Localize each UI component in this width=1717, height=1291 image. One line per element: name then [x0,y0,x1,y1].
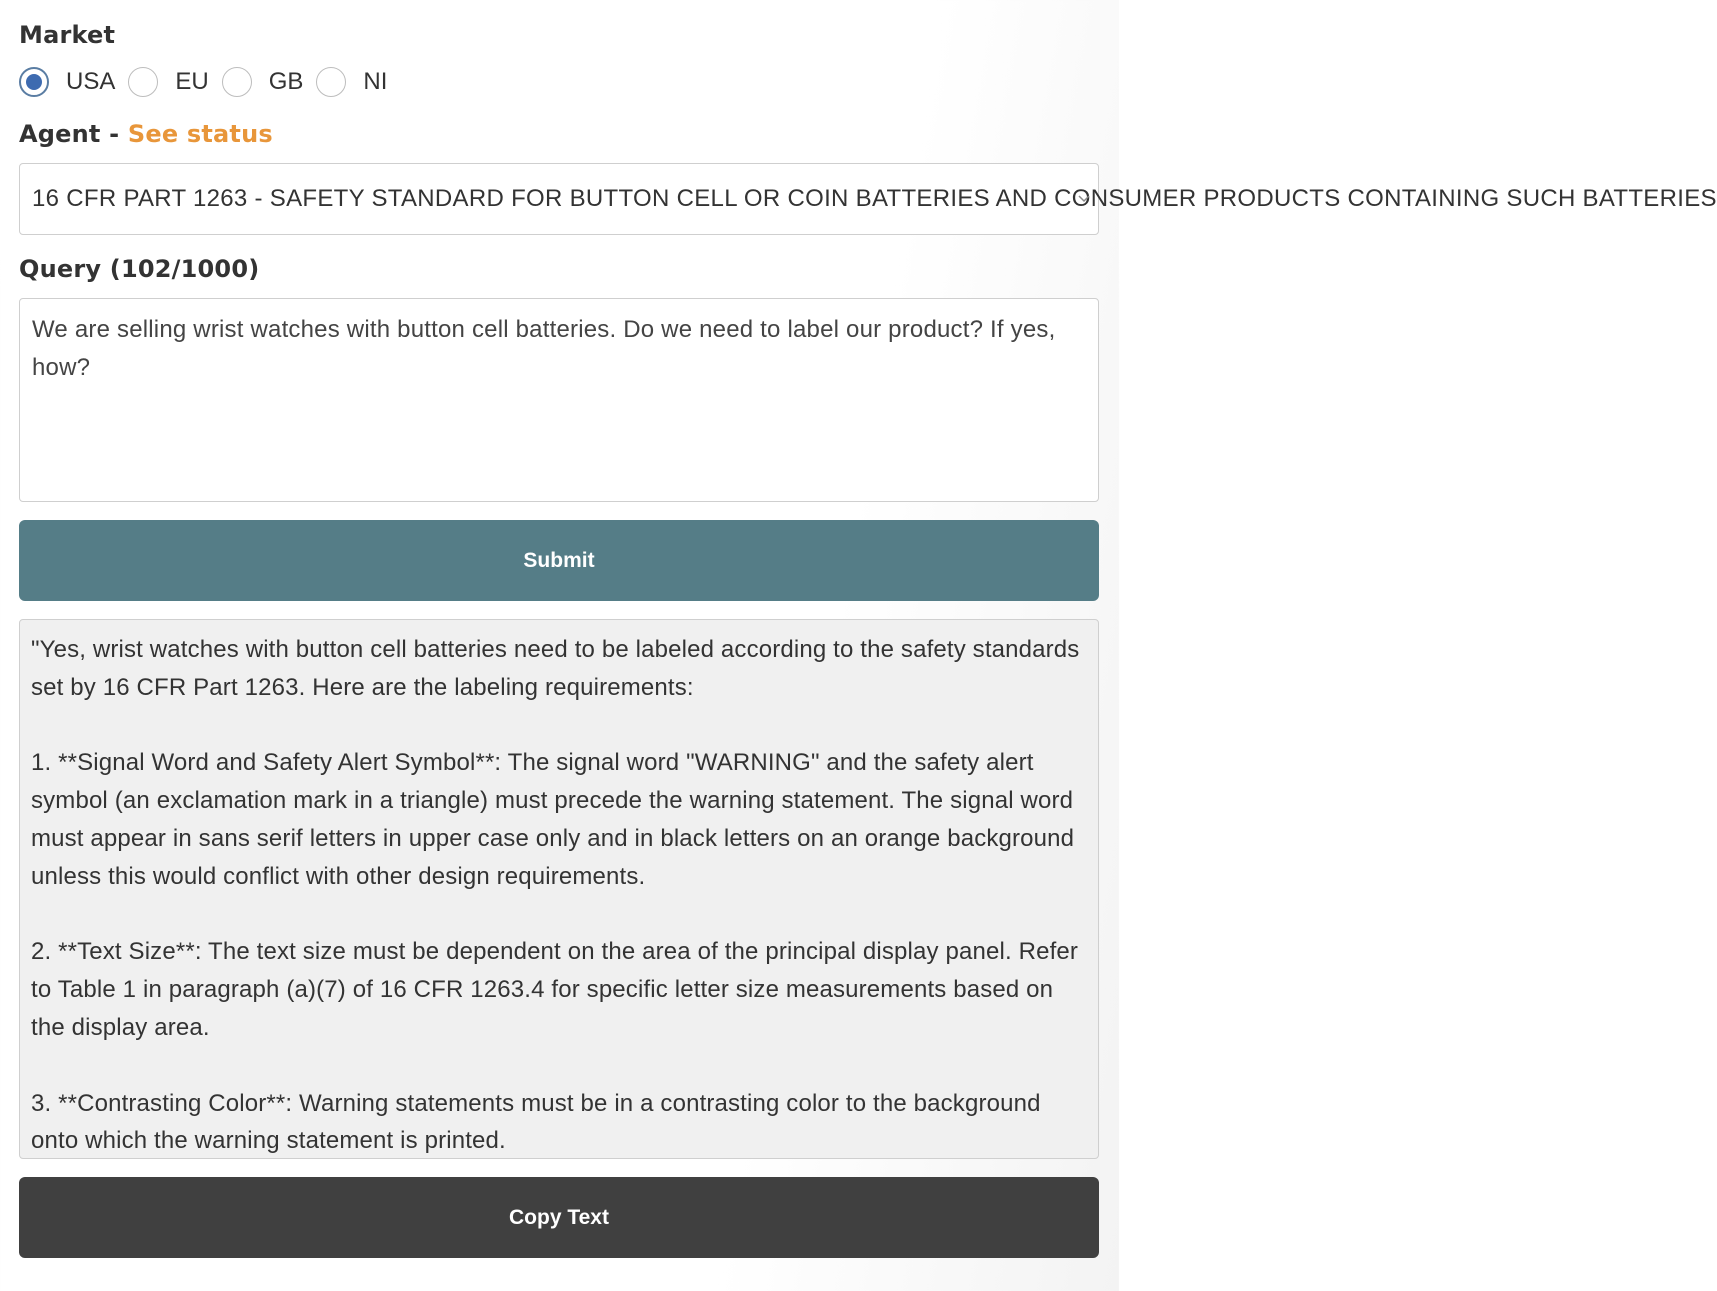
market-radio-group [19,64,400,100]
agent-label: Agent - [19,120,128,148]
submit-button[interactable]: Submit [19,520,1099,601]
response-paragraph: 3. **Contrasting Color**: Warning statements must be in a contrasting color to the background onto which the warning statement is printed. [31,1089,1041,1155]
copy-text-button[interactable]: Copy Text [19,1177,1099,1258]
see-status-link[interactable]: See status [127,120,273,148]
response-paragraph: "Yes, wrist watches with button cell batteries need to be labeled according to the safety standards set by 16 CFR Part 1263. Here are the labeling requirements: [31,636,1080,701]
chevron-down-icon [1078,192,1090,204]
market-radio-usa[interactable] [19,67,128,97]
response-output[interactable] [19,619,1099,1159]
radio-selected-icon[interactable] [19,67,49,97]
radio-icon[interactable] [222,67,252,97]
query-label: Query (102/1000) [19,255,260,283]
market-option-label: USA [66,68,116,95]
response-paragraph: 1. **Signal Word and Safety Alert Symbol**: The signal word "WARNING" and the safety alert symbol (an exclamation mark in a triangle) must precede the warning statement. The signal word must appear in sans serif letters in upper case only and in black letters on an orange background unless this would conflict with other design requirements. [31,749,1075,890]
market-radio-eu[interactable] [128,67,221,97]
market-option-label: EU [175,68,209,95]
market-radio-ni[interactable] [316,67,400,97]
market-option-label: NI [363,68,388,95]
market-option-label: GB [268,68,304,95]
radio-icon[interactable] [128,67,158,97]
agent-label-row [19,120,273,148]
agent-select-value: 16 CFR PART 1263 - SAFETY STANDARD FOR BUTTON CELL OR COIN BATTERIES AND CONSUMER PRODUCTS CONTAINING SUCH BATTERIES [32,185,1717,212]
query-textarea[interactable]: We are selling wrist watches with button cell batteries. Do we need to label our product? If yes, how? [19,298,1099,502]
response-paragraph: 2. **Text Size**: The text size must be dependent on the area of the principal display panel. Refer to Table 1 in paragraph (a)(7) of 16 CFR 1263.4 for specific letter size measurements based on the display area. [31,938,1079,1041]
radio-icon[interactable] [316,67,346,97]
agent-select[interactable] [19,163,1717,235]
market-radio-gb[interactable] [222,67,317,97]
market-label: Market [19,21,116,49]
